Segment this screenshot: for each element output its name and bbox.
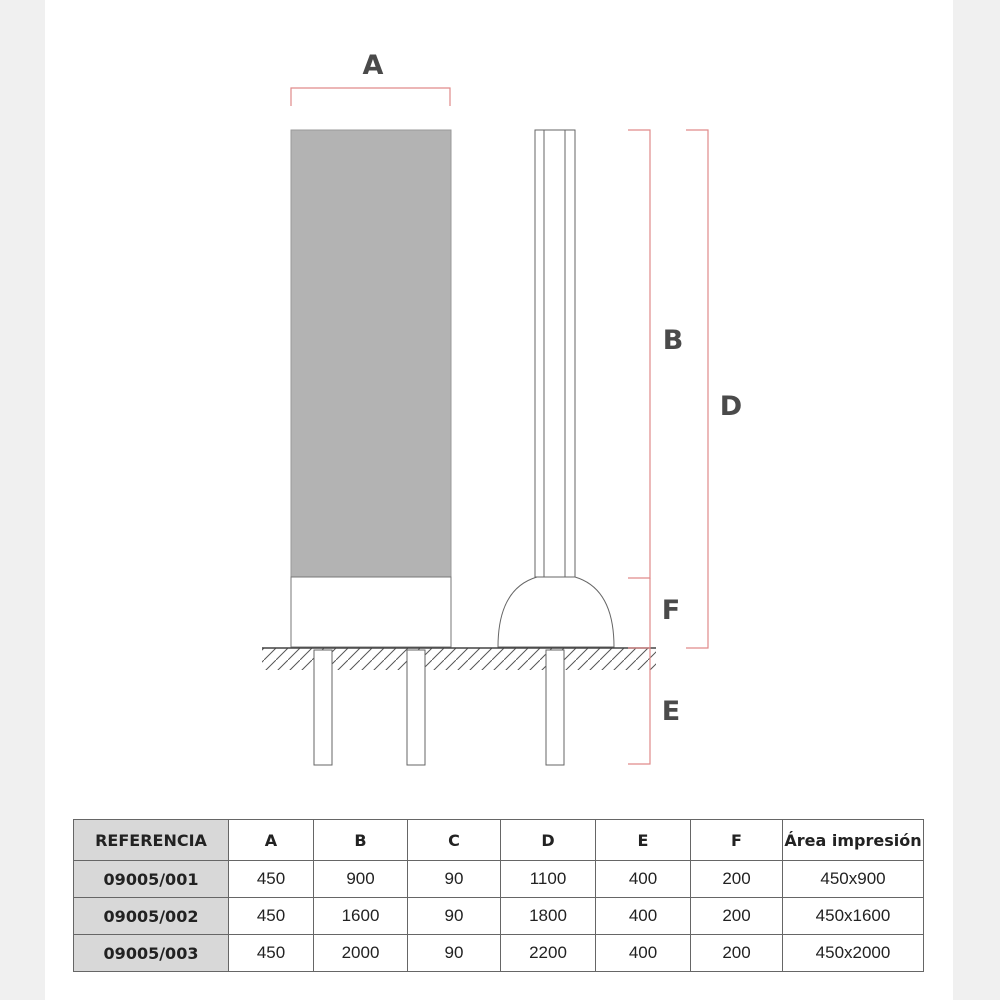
- table-row: [74, 898, 924, 935]
- dimension-f-label: F: [661, 595, 681, 626]
- dimension-d-bracket: [686, 130, 708, 648]
- cell-a: 450: [229, 935, 314, 972]
- cell-c: 90: [408, 861, 501, 898]
- cell-d: 2200: [501, 935, 596, 972]
- cell-b: 2000: [314, 935, 408, 972]
- cell-d: 1100: [501, 861, 596, 898]
- header-b: B: [314, 820, 408, 861]
- header-referencia: REFERENCIA: [74, 820, 229, 861]
- header-e: E: [596, 820, 691, 861]
- header-d: D: [501, 820, 596, 861]
- cell-c: 90: [408, 898, 501, 935]
- side-post: [535, 130, 575, 577]
- cell-referencia: 09005/002: [74, 898, 229, 935]
- header-c: C: [408, 820, 501, 861]
- cell-referencia: 09005/001: [74, 861, 229, 898]
- cell-e: 400: [596, 861, 691, 898]
- table-row: [74, 861, 924, 898]
- anchor-left: [314, 650, 332, 765]
- cell-c: 90: [408, 935, 501, 972]
- table-row: [74, 935, 924, 972]
- anchor-side: [546, 650, 564, 765]
- cell-f: 200: [691, 935, 783, 972]
- cell-b: 900: [314, 861, 408, 898]
- dimension-a-label: A: [362, 50, 384, 81]
- table-header-row: [74, 820, 924, 861]
- header-a: A: [229, 820, 314, 861]
- front-panel: [291, 130, 451, 577]
- dimension-a-bracket: [291, 88, 450, 106]
- cell-d: 1800: [501, 898, 596, 935]
- anchor-middle: [407, 650, 425, 765]
- cell-area-impresion: 450x2000: [783, 935, 924, 972]
- dimension-e-label: E: [661, 696, 681, 727]
- cell-area-impresion: 450x900: [783, 861, 924, 898]
- header-f: F: [691, 820, 783, 861]
- cell-a: 450: [229, 898, 314, 935]
- header-area-impresion: Área impresión: [783, 820, 924, 861]
- dimension-b-label: B: [662, 325, 684, 356]
- cell-referencia: 09005/003: [74, 935, 229, 972]
- cell-e: 400: [596, 935, 691, 972]
- cell-area-impresion: 450x1600: [783, 898, 924, 935]
- dimension-d-label: D: [719, 391, 743, 422]
- cell-b: 1600: [314, 898, 408, 935]
- cell-a: 450: [229, 861, 314, 898]
- side-dome-base: [498, 577, 614, 647]
- specification-table: [73, 819, 924, 972]
- dimension-b-bracket: [628, 130, 650, 578]
- cell-f: 200: [691, 898, 783, 935]
- front-base: [291, 577, 451, 647]
- cell-f: 200: [691, 861, 783, 898]
- cell-e: 400: [596, 898, 691, 935]
